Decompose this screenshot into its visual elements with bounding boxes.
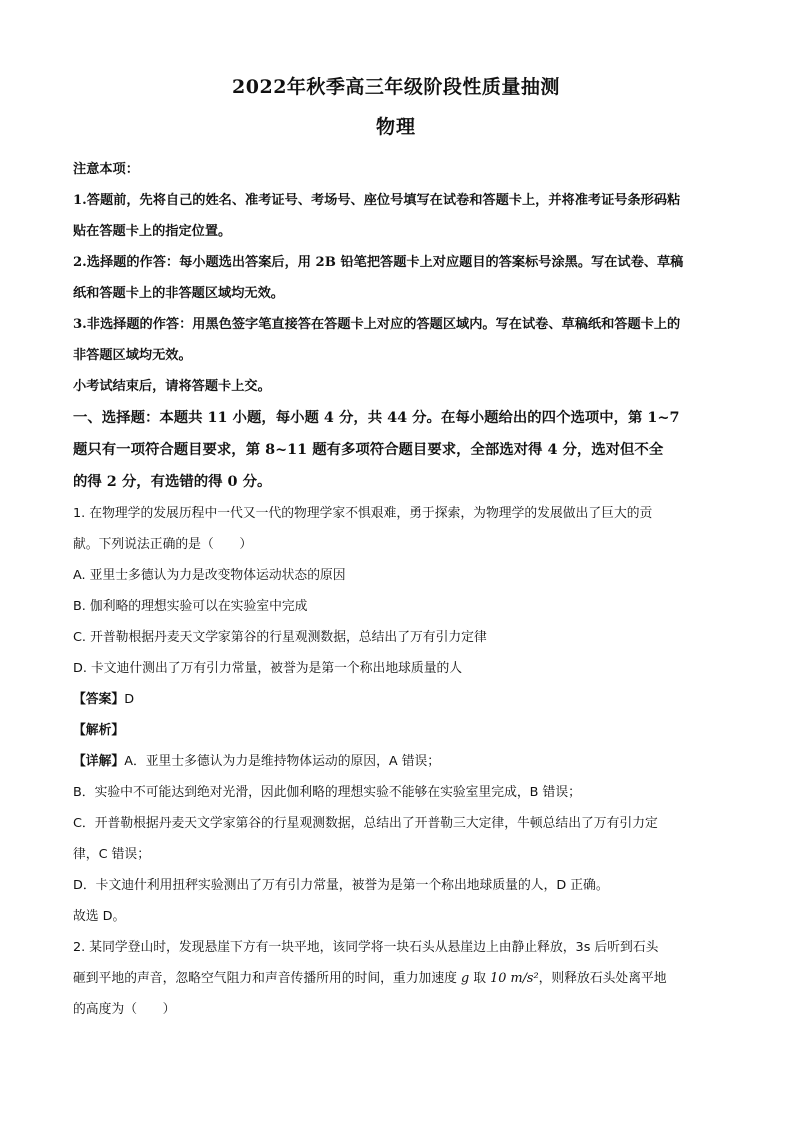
q1-conclusion: 故选 D。 xyxy=(73,909,126,924)
detail-a-text: A．亚里士多德认为力是维持物体运动的原因，A 错误； xyxy=(124,754,441,769)
q1-detail-d: D．卡文迪什利用扭秤实验测出了万有引力常量，被誉为是第一个称出地球质量的人，D 正确。 xyxy=(73,878,609,893)
q1-stem: 1. 在物理学的发展历程中一代又一代的物理学家不惧艰难，勇于探索，为物理学的发展做出了巨大的贡 xyxy=(73,506,653,521)
q1-stem-cont: 献。下列说法正确的是（ ） xyxy=(73,537,253,552)
section-1-line-1: 一、选择题：本题共 11 小题，每小题 4 分，共 44 分。在每小题给出的四个选项中，第 1~7 xyxy=(73,409,680,426)
q2-stem: 2. 某同学登山时，发现悬崖下方有一块平地，该同学将一块石头从悬崖边上由静止释放，3s 后听到石头 xyxy=(73,940,659,955)
notice-closing: 小考试结束后，请将答题卡上交。 xyxy=(73,379,271,394)
section-1-heading xyxy=(73,402,719,498)
q2-stem-cont xyxy=(73,963,719,994)
q2-text-b: 取 xyxy=(469,971,491,986)
q2-text-a: 砸到平地的声音，忽略空气阻力和声音传播所用的时间，重力加速度 xyxy=(73,971,461,986)
question-2 xyxy=(73,932,719,1025)
notice-block xyxy=(73,154,719,402)
q1-answer xyxy=(73,684,719,715)
notice-heading: 注意本项： xyxy=(73,162,139,177)
answer-value: D xyxy=(124,692,135,707)
exam-subject: 物理 xyxy=(375,116,416,138)
notice-item-1: 1.答题前，先将自己的姓名、准考证号、考场号、座位号填写在试卷和答题卡上，并将准考证号条形码粘 xyxy=(73,193,681,208)
gravity-symbol: g xyxy=(460,971,470,986)
notice-item-2-cont: 纸和答题卡上的非答题区域均无效。 xyxy=(73,286,284,301)
q1-option-b: B. 伽利略的理想实验可以在实验室中完成 xyxy=(73,599,308,614)
q2-text-c: ，则释放石头处离平地 xyxy=(538,971,667,986)
notice-item-1-cont: 贴在答题卡上的指定位置。 xyxy=(73,224,232,239)
q1-option-a: A. 亚里士多德认为力是改变物体运动状态的原因 xyxy=(73,568,346,583)
exam-title: 2022年秋季高三年级阶段性质量抽测 xyxy=(232,76,560,98)
q1-option-c: C. 开普勒根据丹麦天文学家第谷的行星观测数据，总结出了万有引力定律 xyxy=(73,630,487,645)
q1-analysis xyxy=(73,715,719,746)
notice-item-3-cont: 非答题区域均无效。 xyxy=(73,348,192,363)
section-1-line-3: 的得 2 分，有选错的得 0 分。 xyxy=(73,473,272,490)
notice-item-3: 3.非选择题的作答：用黑色签字笔直接答在答题卡上对应的答题区域内。写在试卷、草稿纸和答题卡上的 xyxy=(73,317,681,332)
q1-detail-a xyxy=(73,746,719,777)
detail-label: 【详解】 xyxy=(73,754,125,769)
notice-item-2: 2.选择题的作答：每小题选出答案后，用 2B 铅笔把答题卡上对应题目的答案标号涂黑。写在试卷、草稿 xyxy=(73,255,684,270)
q1-detail-c: C．开普勒根据丹麦天文学家第谷的行星观测数据，总结出了开普勒三大定律，牛顿总结出了万有引力定 xyxy=(73,816,658,831)
q2-stem-end: 的高度为（ ） xyxy=(73,1002,176,1017)
q1-option-d: D. 卡文迪什测出了万有引力常量，被誉为是第一个称出地球质量的人 xyxy=(73,661,463,676)
q1-detail-c-cont: 律，C 错误； xyxy=(73,847,150,862)
q1-detail-b: B．实验中不可能达到绝对光滑，因此伽利略的理想实验不能够在实验室里完成，B 错误； xyxy=(73,785,581,800)
gravity-value: 10 m/s² xyxy=(490,971,539,986)
answer-label: 【答案】 xyxy=(73,692,125,707)
section-1-line-2: 题只有一项符合题目要求，第 8~11 题有多项符合题目要求，全部选对得 4 分，选对但不全 xyxy=(73,441,664,458)
analysis-label: 【解析】 xyxy=(73,723,125,738)
question-1 xyxy=(73,498,719,932)
